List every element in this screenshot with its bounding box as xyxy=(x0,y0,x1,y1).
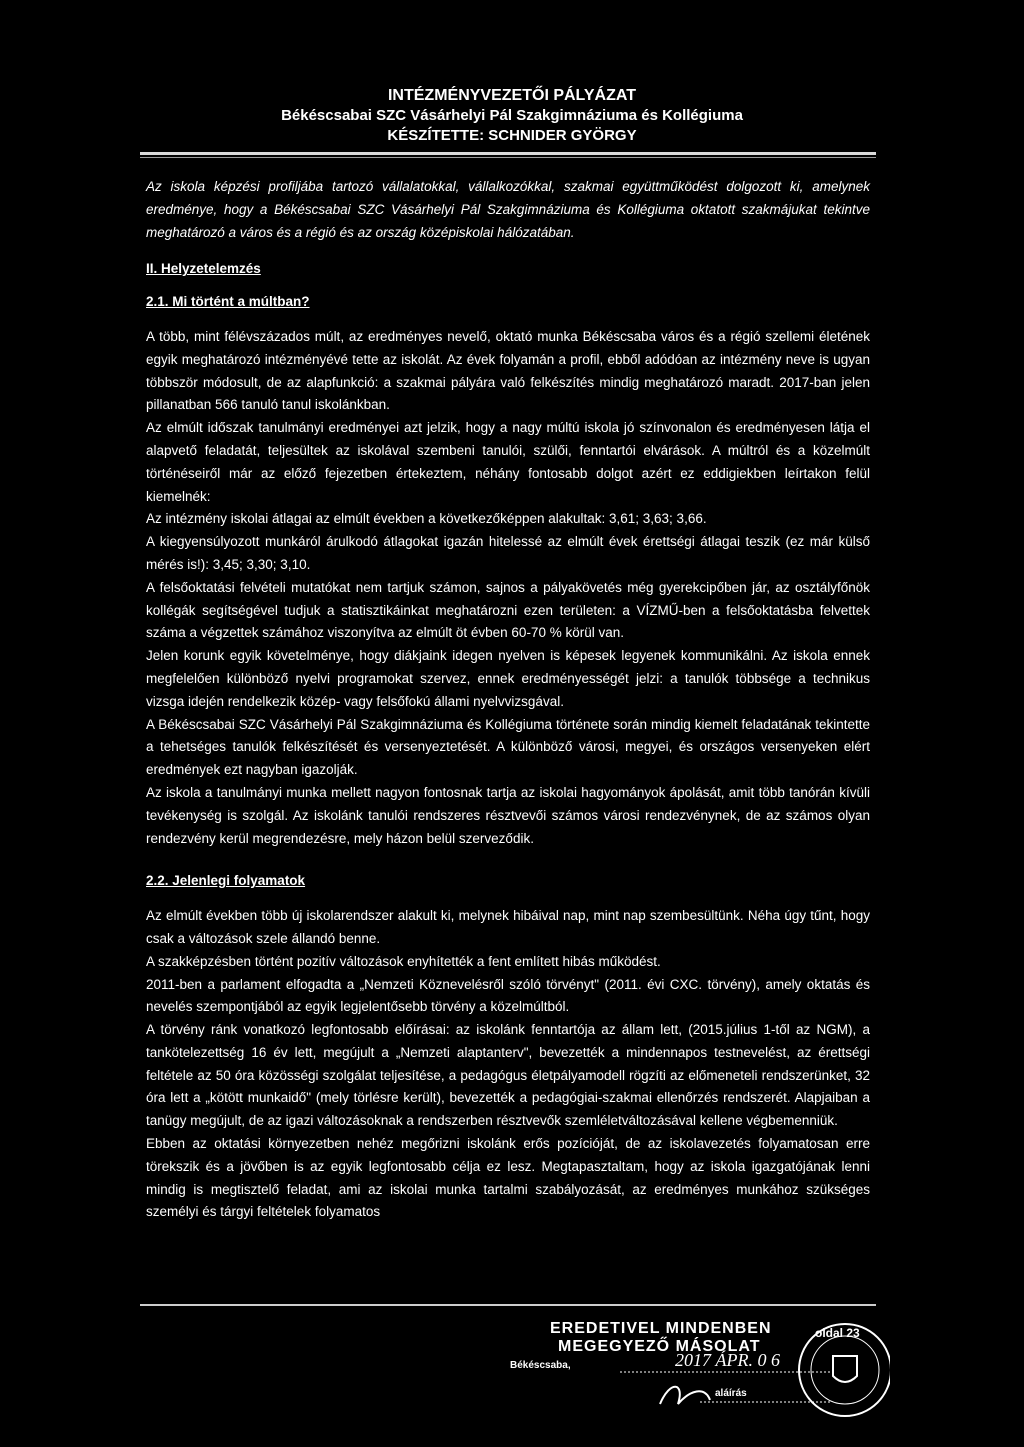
paragraph: A felsőoktatási felvételi mutatókat nem tartjuk számon, sajnos a pályakövetés még gyerekcipőben jár, az osztályfőnök kollégák segítségével tudjuk a statisztikáinkat meghatározni ezen területen: a VÍZMŰ-ben a felsőoktatásba felvettek száma a végzettek számához viszonyítva az elmúlt öt évben 60-70 % körül van. xyxy=(146,579,870,641)
paragraph: Ebben az oktatási környezetben nehéz megőrizni iskolánk erős pozícióját, de az iskolavezetés folyamatosan erre törekszik és a jövőben is az egyik legfontosabb célja ez lesz. Megtapasztaltam, hogy az iskola igazgatójának lenni mindig is megtisztelő feladat, ami az iskolai munka tartalmi szabályozását, az eredményes munkához szükséges személyi és tárgyi feltételek folyamatos xyxy=(146,1136,870,1220)
paragraph: A törvény ránk vonatkozó legfontosabb előírásai: az iskolánk fenntartója az állam lett, (2015.július 1-től az NGM), a tankötelezettség 16 év lett, megújult a „Nemzeti alaptanterv", bevezették a mindennapos testnevelést, az érettségi feltétele az 50 óra közösségi szolgálat teljesítése, a pedagógus életpályamodell rögzíti az előmeneteli rendszerünket, 32 óra lett a „kötött munkaidő" (mely törlésre került), bevezették a pedagógiai-szakmai ellenőrzés rendszerét. Alapjaiban a tanügy megújult, de az igazi változásoknak a rendszerben résztvevők szemléletváltozásával kellene végbemenniük. xyxy=(146,1022,870,1129)
author-line: KÉSZÍTETTE: SCHNIDER GYÖRGY xyxy=(387,127,637,144)
footer-divider xyxy=(140,1304,876,1306)
paragraph: Az elmúlt időszak tanulmányi eredményei azt jelzik, hogy a nagy múltú iskola jó színvonalon és eredményesen látja el alapvető feladatát, teljesültek az iskolával szembeni tanulói, szülői, fenntartói elvárások. A múltról és a közelmúlt történéseiről már az előző fejezetben értekeztem, néhány fontosabb dolgot azért ez eddigiekben leírtakon felül kiemelnék: xyxy=(146,420,870,504)
paragraph: A több, mint félévszázados múlt, az eredményes nevelő, oktató munka Békéscsaba város és a régió szellemi életének egyik meghatározó intézményévé tette az iskolát. Az évek folyamán a profil, ebből adódóan az intézmény neve is ugyan többször módosult, de az alapfunkció: a szakmai pályára való felkészítés mindig meghatározó maradt. 2017-ban jelen pillanatban 566 tanuló tanul iskolánkban. xyxy=(146,328,870,413)
stamp-line-1: EREDETIVEL MINDENBEN xyxy=(550,1320,772,1337)
paragraph: Az intézmény iskolai átlagai az elmúlt években a következőképpen alakultak: 3,61; 3,63; 3,66. xyxy=(146,511,707,527)
school-name: Békéscsabai SZC Vásárhelyi Pál Szakgimnáziuma és Kollégiuma xyxy=(281,107,743,124)
intro-paragraph: Az iskola képzési profiljába tartozó vállalatokkal, vállalkozókkal, szakmai együttműködést dolgozott ki, amelynek eredménye, hogy a Békéscsabai SZC Vásárhelyi Pál Szakgimnáziuma és Kollégiuma oktatott szakmájukat tekintve meghatározó a város és a régió és az ország középiskolai hálózatában. xyxy=(146,179,870,240)
section-heading: II. Helyzetelemzés xyxy=(146,261,261,277)
paragraph: Az iskola a tanulmányi munka mellett nagyon fontosnak tartja az iskolai hagyományok ápolását, amit több tanórán kívüli tevékenység is szolgál. Az iskolánk tanulói rendszeres résztvevői számos városi rendezvénynek, de az számos olyan rendezvény kerül megrendezésre, mely házon belül szerveződik. xyxy=(146,784,870,846)
header-divider-thin xyxy=(140,157,876,158)
certification-stamp xyxy=(500,1320,890,1420)
document-header xyxy=(0,86,1024,146)
stamp-line-2: MEGEGYEZŐ MÁSOLAT xyxy=(558,1338,761,1355)
document-title: INTÉZMÉNYVEZETŐI PÁLYÁZAT xyxy=(387,87,636,104)
paragraph: A szakképzésben történt pozitív változások enyhítették a fent említett hibás működést. xyxy=(146,953,661,969)
stamp-signature-label: aláírás xyxy=(715,1388,747,1399)
subsection-heading-2-2: 2.2. Jelenlegi folyamatok xyxy=(146,873,306,889)
paragraph: A kiegyensúlyozott munkáról árulkodó átlagokat igazán hitelessé az elmúlt évek érettségi átlagai teszik (ez már külső mérés is!): 3,45; 3,30; 3,10. xyxy=(146,534,870,572)
signature-scribble xyxy=(660,1387,710,1404)
header-divider xyxy=(140,152,876,155)
stamp-date: 2017 ÁPR. 0 6 xyxy=(675,1350,780,1370)
paragraph: A Békéscsabai SZC Vásárhelyi Pál Szakgimnáziuma és Kollégiuma története során mindig kiemelt feladatának tekintette a tehetséges tanulók felkészítését és versenyeztetését. A különböző városi, megyei, és országos versenyeken elért eredmények ezt nagyban igazolják. xyxy=(146,716,870,778)
document-body xyxy=(146,176,870,1224)
page-number: oldal 23 xyxy=(815,1326,860,1340)
stamp-place: Békéscsaba, xyxy=(510,1360,571,1371)
paragraph: Jelen korunk egyik követelménye, hogy diákjaink idegen nyelven is képesek legyenek kommunikálni. Az iskola ennek megfelelően különböző nyelvi programokat szervez, ennek eredményességét jelzi: a tanulók többsége a technikus vizsga idején rendelkezik közép- vagy felsőfokú állami nyelvvizsgával. xyxy=(146,648,870,709)
subsection-heading-2-1: 2.1. Mi történt a múltban? xyxy=(146,294,310,310)
paragraph: Az elmúlt években több új iskolarendszer alakult ki, melynek hibáival nap, mint nap szembesültünk. Néha úgy tűnt, hogy csak a változások szele állandó benne. xyxy=(146,908,870,946)
paragraph: 2011-ben a parlament elfogadta a „Nemzeti Köznevelésről szóló törvényt" (2011. évi CXC. törvény), amely oktatás és nevelés szempontjából az egyik legjelentősebb törvény a közelmúltból. xyxy=(146,976,870,1015)
coat-of-arms-icon xyxy=(833,1356,857,1382)
